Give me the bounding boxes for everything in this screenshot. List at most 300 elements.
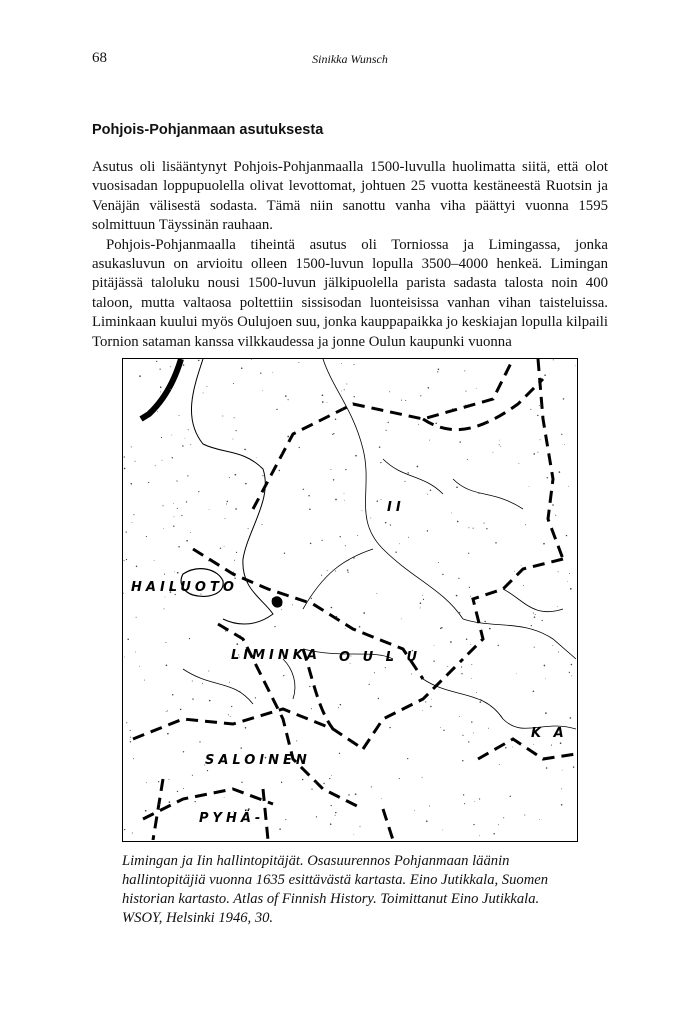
speckle-dot	[165, 642, 166, 643]
label-pyha: PYHÄ-	[199, 811, 265, 826]
speckle-dot	[362, 510, 363, 511]
speckle-dot	[442, 574, 443, 575]
speckle-dot	[299, 447, 300, 448]
speckle-dot	[564, 444, 565, 445]
speckle-dot	[234, 417, 235, 418]
speckle-dot	[575, 365, 576, 366]
speckle-dot	[429, 440, 430, 441]
speckle-dot	[427, 530, 428, 531]
speckle-dot	[139, 375, 141, 377]
speckle-dot	[533, 691, 535, 693]
speckle-dot	[465, 391, 466, 392]
speckle-dot	[262, 475, 263, 476]
speckle-dot	[389, 391, 390, 392]
speckle-dot	[404, 481, 405, 482]
speckle-dot	[157, 411, 158, 412]
speckle-dot	[447, 666, 448, 667]
speckle-dot	[311, 708, 312, 709]
speckle-dot	[165, 597, 166, 598]
speckle-dot	[401, 400, 402, 401]
speckle-dot	[521, 565, 522, 566]
speckle-dot	[206, 386, 207, 387]
speckle-dot	[124, 829, 125, 830]
speckle-dot	[198, 491, 199, 492]
speckle-dot	[555, 515, 556, 516]
speckle-dot	[173, 525, 174, 526]
speckle-dot	[136, 617, 137, 618]
speckle-dot	[417, 466, 419, 468]
speckle-dot	[459, 716, 460, 717]
label-hailuoto: HAILUOTO	[131, 580, 238, 595]
speckle-dot	[245, 483, 247, 485]
speckle-dot	[567, 581, 568, 582]
label-ka: K A	[531, 726, 568, 741]
speckle-dot	[124, 560, 125, 561]
speckle-dot	[514, 571, 515, 572]
small-island	[273, 597, 282, 606]
speckle-dot	[570, 717, 572, 719]
speckle-dot	[558, 651, 559, 652]
speckle-dot	[170, 366, 171, 367]
speckle-dot	[279, 828, 281, 830]
speckle-dot	[354, 396, 355, 397]
speckle-dot	[430, 706, 432, 708]
speckle-dot	[485, 423, 486, 424]
speckle-dot	[155, 465, 156, 466]
speckle-dot	[131, 483, 133, 485]
speckle-dot	[183, 751, 184, 752]
speckle-dot	[357, 535, 358, 536]
speckle-dot	[244, 449, 246, 451]
speckle-dot	[458, 578, 459, 579]
speckle-dot	[561, 788, 562, 789]
speckle-dot	[177, 791, 178, 792]
speckle-dot	[192, 680, 193, 681]
speckle-dot	[335, 570, 336, 571]
speckle-dot	[148, 482, 149, 483]
speckle-dot	[166, 711, 167, 712]
speckle-dot	[164, 608, 165, 609]
speckle-dot	[232, 439, 233, 440]
label-oulu: O U L U	[339, 650, 422, 665]
speckle-dot	[401, 619, 402, 620]
speckle-dot	[552, 504, 554, 506]
speckle-dot	[569, 672, 570, 673]
speckle-dot	[229, 682, 230, 683]
speckle-dot	[390, 524, 391, 525]
speckle-dot	[335, 499, 337, 501]
speckle-dot	[298, 362, 299, 363]
speckle-dot	[508, 374, 509, 375]
speckle-dot	[207, 770, 208, 771]
speckle-dot	[512, 747, 513, 748]
speckle-dot	[330, 823, 332, 825]
speckle-dot	[489, 628, 491, 630]
speckle-dot	[167, 710, 168, 711]
speckle-dot	[420, 602, 422, 604]
speckle-dot	[195, 801, 196, 802]
speckle-dot	[309, 686, 310, 687]
speckle-dot	[189, 638, 190, 639]
speckle-dot	[333, 433, 334, 434]
speckle-dot	[190, 444, 191, 445]
speckle-dot	[202, 683, 203, 684]
speckle-dot	[470, 596, 471, 597]
speckle-dot	[468, 527, 469, 528]
speckle-dot	[424, 698, 425, 699]
speckle-dot	[471, 721, 472, 722]
speckle-dot	[335, 815, 336, 816]
speckle-dot	[562, 770, 563, 771]
speckle-dot	[224, 546, 225, 547]
speckle-dot	[374, 672, 375, 673]
speckle-dot	[234, 560, 235, 561]
speckle-dot	[481, 699, 482, 700]
coastline-thick	[141, 359, 181, 419]
speckle-dot	[145, 810, 147, 812]
speckle-dot	[438, 369, 440, 371]
speckle-dot	[344, 389, 345, 390]
speckle-dot	[558, 571, 559, 572]
speckle-dot	[407, 758, 408, 759]
speckle-dot	[523, 585, 524, 586]
speckle-dot	[248, 808, 250, 810]
speckle-dot	[469, 587, 470, 588]
speckle-dot	[167, 733, 169, 735]
speckle-dot	[544, 374, 546, 376]
speckle-dot	[323, 783, 324, 784]
speckle-dot	[226, 503, 227, 504]
speckle-dot	[468, 553, 469, 554]
speckle-dot	[381, 499, 382, 500]
speckle-dot	[434, 645, 435, 646]
speckle-dot	[347, 571, 348, 572]
speckle-dot	[236, 430, 237, 431]
speckle-dot	[292, 604, 293, 605]
speckle-dot	[353, 364, 354, 365]
speckle-dot	[186, 540, 188, 542]
speckle-dot	[233, 383, 234, 384]
speckle-dot	[182, 445, 183, 446]
speckle-dot	[518, 463, 519, 464]
speckle-dot	[503, 817, 504, 818]
speckle-dot	[166, 664, 168, 666]
speckle-dot	[126, 559, 127, 560]
page-number: 68	[92, 50, 107, 66]
speckle-dot	[240, 691, 241, 692]
speckle-dot	[234, 578, 235, 579]
speckle-dot	[571, 675, 572, 676]
speckle-dot	[371, 786, 372, 787]
speckle-dot	[174, 571, 175, 572]
speckle-dot	[135, 652, 136, 653]
speckle-dot	[551, 745, 552, 746]
figure-caption: Limingan ja Iin hallintopitäjät. Osasuurennos Pohjanmaan läänin hallintopitäjiä vuonna 1635 esittävästä kartasta. Eino Jutikkala, Suomen historian kartasto. Atlas of Finnish History. Toimittanut Eino Jutikkala. WSOY, Helsinki 1946, 30.	[122, 853, 549, 926]
speckle-dot	[487, 422, 488, 423]
speckle-dot	[255, 697, 256, 698]
speckle-dot	[428, 387, 430, 389]
speckle-dot	[451, 513, 452, 514]
speckle-dot	[479, 798, 480, 799]
speckle-dot	[225, 630, 226, 631]
speckle-dot	[208, 671, 209, 672]
speckle-dot	[240, 635, 241, 636]
speckle-dot	[561, 434, 562, 435]
speckle-dot	[423, 599, 424, 600]
speckle-dot	[133, 758, 134, 759]
speckle-dot	[457, 521, 459, 523]
speckle-dot	[437, 371, 438, 372]
speckle-dot	[235, 508, 237, 510]
speckle-dot	[408, 537, 409, 538]
speckle-dot	[459, 612, 460, 613]
border-lines	[133, 359, 576, 840]
speckle-dot	[262, 390, 263, 391]
speckle-dot	[420, 395, 421, 396]
speckle-dot	[516, 673, 517, 674]
speckle-dot	[333, 479, 334, 480]
speckle-dot	[177, 508, 178, 509]
speckle-dot	[537, 415, 538, 416]
speckle-dot	[329, 778, 330, 779]
speckle-dot	[257, 457, 258, 458]
speckle-dot	[466, 639, 467, 640]
speckle-dot	[499, 444, 500, 445]
map-speckle	[123, 359, 576, 836]
speckle-dot	[227, 501, 229, 503]
speckle-dot	[498, 824, 499, 825]
speckle-dot	[499, 764, 500, 765]
speckle-dot	[245, 727, 247, 729]
speckle-dot	[488, 728, 489, 729]
speckle-dot	[376, 593, 377, 594]
speckle-dot	[540, 439, 541, 440]
speckle-dot	[570, 588, 572, 590]
speckle-dot	[174, 516, 175, 517]
speckle-dot	[429, 806, 430, 807]
speckle-dot	[474, 801, 475, 802]
speckle-dot	[341, 363, 342, 364]
speckle-dot	[331, 805, 332, 806]
speckle-dot	[241, 367, 243, 369]
speckle-dot	[283, 675, 284, 676]
speckle-dot	[389, 727, 390, 728]
speckle-dot	[322, 401, 324, 403]
speckle-dot	[172, 457, 173, 458]
speckle-dot	[341, 391, 342, 392]
speckle-dot	[183, 364, 184, 365]
speckle-dot	[498, 645, 499, 646]
speckle-dot	[276, 409, 277, 410]
speckle-dot	[124, 657, 125, 658]
paragraph-1: Asutus oli lisääntynyt Pohjois-Pohjanmaalla 1500-luvulla huolimatta siitä, että olot vuosisadan loppupuolella olivat levottomat, johtuen 25 vuotta kestäneestä Ruotsin ja Venäjän välisestä sodasta. Tämä niin sanottu vanha viha päättyi vuonna 1595 solmittuun Täyssinän rauhaan.	[92, 159, 608, 234]
speckle-dot	[262, 524, 263, 525]
speckle-dot	[315, 782, 316, 783]
speckle-dot	[281, 453, 282, 454]
speckle-dot	[144, 680, 145, 681]
speckle-dot	[332, 434, 333, 435]
speckle-dot	[241, 782, 242, 783]
speckle-dot	[461, 673, 462, 674]
speckle-dot	[338, 707, 339, 708]
speckle-dot	[345, 469, 346, 470]
speckle-dot	[347, 569, 349, 571]
speckle-dot	[377, 500, 379, 502]
speckle-dot	[399, 778, 400, 779]
speckle-dot	[285, 819, 286, 820]
speckle-dot	[284, 553, 285, 554]
speckle-dot	[316, 816, 317, 817]
speckle-dot	[534, 647, 535, 648]
speckle-dot	[399, 543, 400, 544]
speckle-dot	[339, 753, 340, 754]
speckle-dot	[228, 714, 229, 715]
speckle-dot	[411, 674, 412, 675]
speckle-dot	[169, 801, 171, 803]
speckle-dot	[330, 469, 331, 470]
speckle-dot	[395, 551, 396, 552]
speckle-dot	[279, 470, 280, 471]
speckle-dot	[231, 706, 232, 707]
speckle-dot	[450, 641, 452, 643]
speckle-dot	[353, 557, 355, 559]
speckle-dot	[438, 562, 439, 563]
speckle-dot	[132, 832, 133, 833]
speckle-dot	[186, 720, 187, 721]
speckle-dot	[440, 727, 441, 728]
speckle-dot	[309, 509, 311, 511]
speckle-dot	[379, 446, 381, 448]
speckle-dot	[476, 692, 477, 693]
speckle-dot	[539, 819, 540, 820]
speckle-dot	[287, 436, 289, 438]
speckle-dot	[296, 740, 297, 741]
speckle-dot	[274, 626, 275, 627]
speckle-dot	[381, 798, 382, 799]
speckle-dot	[183, 788, 184, 789]
speckle-dot	[539, 405, 540, 406]
speckle-dot	[209, 509, 210, 510]
speckle-dot	[170, 389, 172, 391]
speckle-dot	[158, 781, 159, 782]
speckle-dot	[462, 760, 463, 761]
speckle-dot	[388, 422, 389, 423]
speckle-dot	[544, 665, 546, 667]
speckle-dot	[139, 666, 140, 667]
speckle-dot	[470, 644, 471, 645]
speckle-dot	[427, 494, 428, 495]
speckle-dot	[385, 667, 386, 668]
speckle-dot	[322, 394, 324, 396]
speckle-dot	[524, 814, 525, 815]
speckle-dot	[486, 528, 487, 529]
speckle-dot	[281, 609, 282, 610]
speckle-dot	[557, 606, 558, 607]
speckle-dot	[533, 744, 534, 745]
speckle-dot	[505, 747, 507, 749]
speckle-dot	[160, 391, 161, 392]
speckle-dot	[130, 737, 131, 738]
speckle-dot	[478, 493, 479, 494]
speckle-dot	[560, 742, 562, 744]
speckle-dot	[359, 626, 361, 628]
speckle-dot	[353, 834, 354, 835]
speckle-dot	[355, 793, 357, 795]
speckle-dot	[533, 612, 534, 613]
speckle-dot	[405, 400, 406, 401]
speckle-dot	[331, 607, 333, 609]
speckle-dot	[456, 595, 458, 597]
speckle-dot	[467, 459, 468, 460]
speckle-dot	[162, 505, 163, 506]
section-title: Pohjois-Pohjanmaan asutuksesta	[92, 122, 324, 138]
speckle-dot	[493, 833, 495, 835]
speckle-dot	[198, 360, 200, 362]
speckle-dot	[156, 361, 157, 362]
speckle-dot	[462, 735, 463, 736]
speckle-dot	[499, 440, 500, 441]
speckle-dot	[124, 456, 125, 457]
speckle-dot	[342, 409, 343, 410]
speckle-dot	[260, 373, 261, 374]
speckle-dot	[130, 741, 131, 742]
speckle-dot	[459, 441, 460, 442]
speckle-dot	[369, 684, 370, 685]
speckle-dot	[233, 572, 234, 573]
speckle-dot	[420, 607, 421, 608]
speckle-dot	[181, 515, 182, 516]
speckle-dot	[208, 560, 209, 561]
label-saloinen: SALOINEN	[205, 753, 311, 768]
speckle-dot	[529, 486, 530, 487]
speckle-dot	[452, 408, 453, 409]
speckle-dot	[493, 452, 494, 453]
speckle-dot	[335, 812, 336, 813]
speckle-dot	[360, 826, 361, 827]
speckle-dot	[131, 522, 132, 523]
speckle-dot	[311, 788, 312, 789]
speckle-dot	[235, 474, 237, 476]
speckle-dot	[571, 664, 573, 666]
speckle-dot	[187, 475, 188, 476]
speckle-dot	[281, 782, 282, 783]
speckle-dot	[476, 388, 477, 389]
speckle-dot	[559, 471, 561, 473]
speckle-dot	[533, 453, 535, 455]
speckle-dot	[272, 372, 273, 373]
speckle-dot	[495, 542, 496, 543]
speckle-dot	[385, 522, 387, 524]
speckle-dot	[336, 616, 337, 617]
speckle-dot	[422, 777, 423, 778]
speckle-dot	[321, 540, 322, 541]
speckle-dot	[163, 528, 164, 529]
speckle-dot	[164, 574, 165, 575]
speckle-dot	[443, 730, 444, 731]
speckle-dot	[146, 782, 147, 783]
speckle-dot	[225, 518, 226, 519]
speckle-dot	[162, 460, 163, 461]
speckle-dot	[363, 612, 365, 614]
speckle-dot	[222, 416, 223, 417]
speckle-dot	[500, 446, 501, 447]
speckle-dot	[468, 741, 469, 742]
label-roman-ii: II	[387, 500, 405, 515]
speckle-dot	[464, 370, 465, 371]
speckle-dot	[525, 524, 526, 525]
speckle-dot	[308, 495, 309, 496]
speckle-dot	[426, 820, 428, 822]
